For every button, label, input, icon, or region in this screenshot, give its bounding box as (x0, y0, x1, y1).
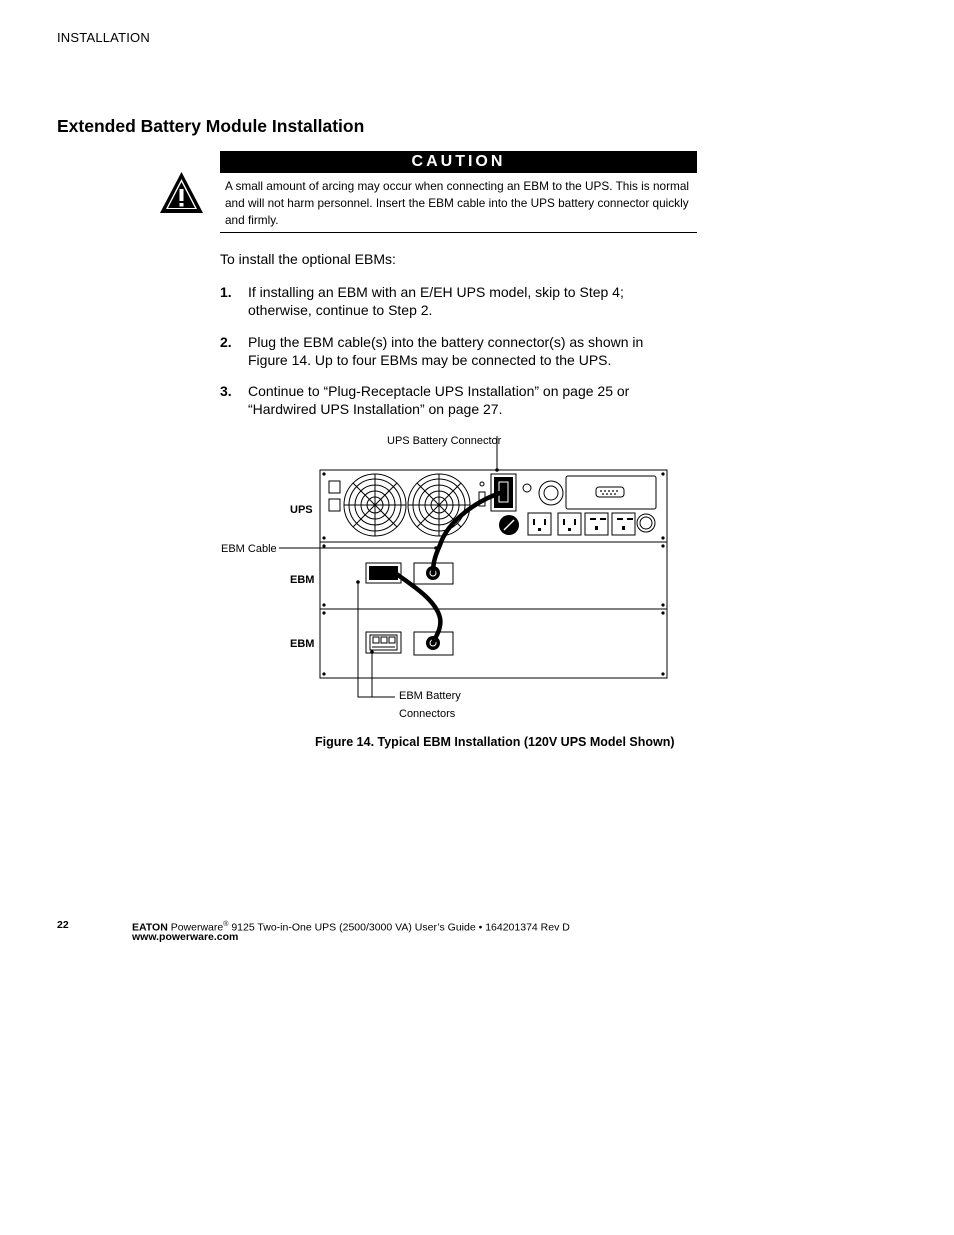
ups-label: UPS (290, 504, 313, 516)
intro-text: To install the optional EBMs: (220, 251, 396, 267)
step-text: Continue to “Plug-Receptacle UPS Installation” on page 25 or “Hardwired UPS Installation” on page 27. (248, 383, 630, 417)
ebm-battery-connector (369, 566, 398, 580)
footer-url[interactable]: www.powerware.com (132, 931, 239, 943)
ebm-battery-connectors-label: EBM Battery (399, 690, 461, 702)
ups-battery-connector-label: UPS Battery Connector (387, 435, 502, 447)
footer-registered: ® (223, 921, 229, 928)
page-number: 22 (57, 919, 69, 931)
step-number: 3. (220, 383, 232, 399)
ebm-label: EBM (290, 574, 315, 586)
ebm-label: EBM (290, 638, 315, 650)
ebm-cable-label: EBM Cable (221, 543, 277, 555)
caution-banner: CAUTION (220, 151, 697, 173)
warning-triangle-icon (158, 170, 205, 215)
figure-caption: Figure 14. Typical EBM Installation (120V UPS Model Shown) (315, 735, 675, 749)
step-text: Plug the EBM cable(s) into the battery connector(s) as shown in Figure 14. Up to four EBMs may be connected to the UPS. (248, 334, 644, 368)
ebm-installation-diagram (215, 428, 685, 728)
caution-text: A small amount of arcing may occur when connecting an EBM to the UPS. This is normal and will not harm personnel. Insert the EBM cable into the UPS battery connector quickly and firmly. (225, 179, 690, 227)
footer-product: Powerware (170, 921, 224, 934)
caution-divider (220, 232, 697, 233)
ebm-battery-connectors-label: Connectors (399, 708, 456, 720)
footer-brand: EATON (132, 921, 168, 934)
footer-doc-title: 9125 Two-in-One UPS (2500/3000 VA) User’s Guide • 164201374 Rev D (228, 921, 570, 934)
step-text: If installing an EBM with an E/EH UPS model, skip to Step 4; otherwise, continue to Step 2. (248, 284, 624, 318)
ebm-cable (433, 492, 503, 573)
step-number: 1. (220, 284, 232, 300)
step-number: 2. (220, 334, 232, 350)
section-label: INSTALLATION (57, 30, 150, 45)
page-title: Extended Battery Module Installation (57, 116, 365, 136)
